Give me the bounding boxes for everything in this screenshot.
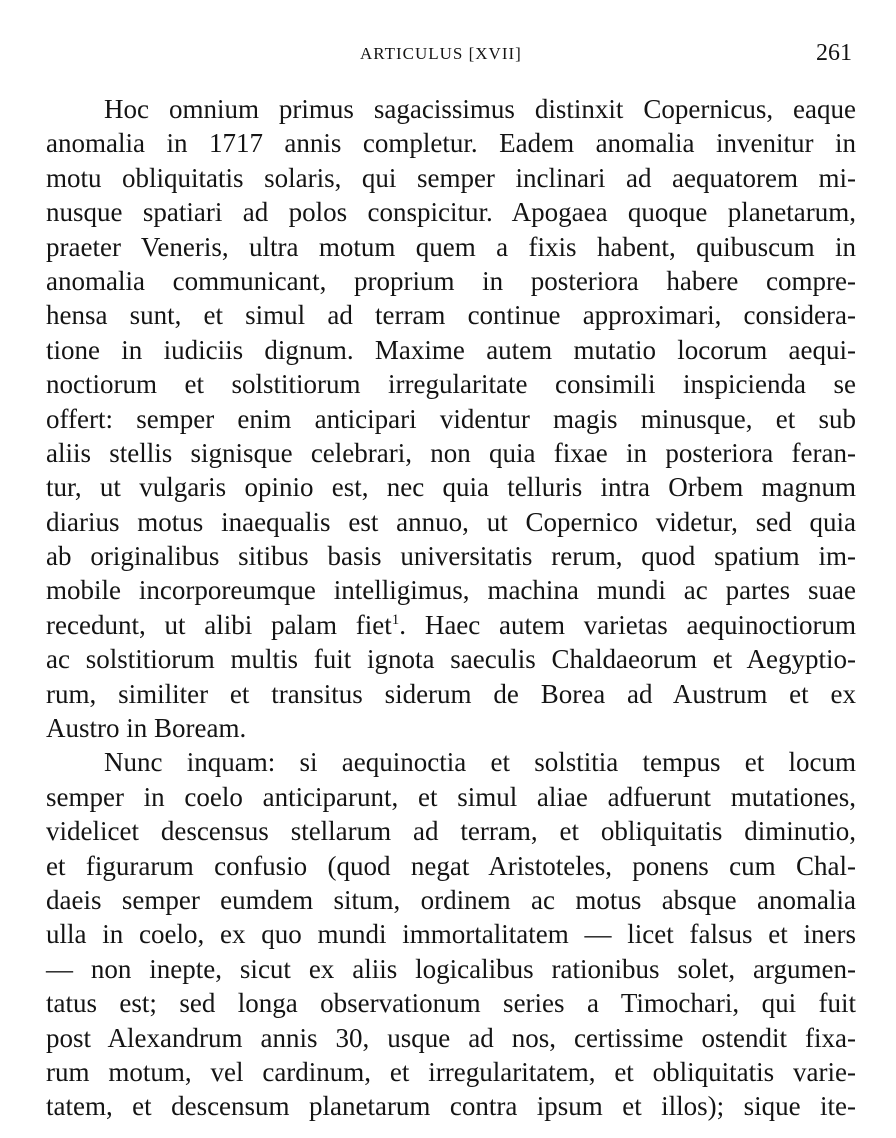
text-line: rum motum, vel cardinum, et irregularitatem, et obliquitatis varie- [46, 1056, 856, 1087]
footnote-marker: 1 [391, 611, 400, 628]
text-line: post Alexandrum annis 30, usque ad nos, certissime ostendit fixa- [46, 1022, 856, 1053]
body-text [46, 92, 856, 1124]
text-line: ab originalibus sitibus basis universitatis rerum, quod spatium im- [46, 541, 856, 572]
text-line: anomalia in 1717 annis completur. Eadem anomalia invenitur in [46, 128, 856, 159]
text-line: noctiorum et solstitiorum irregularitate consimili inspicienda se [46, 369, 856, 400]
text-line: hensa sunt, et simul ad terram continue approximari, considera- [46, 300, 856, 331]
text-line: offert: semper enim anticipari videntur magis minusque, et sub [46, 403, 856, 434]
text-line: ac solstitiorum multis fuit ignota saeculis Chaldaeorum et Aegyptio- [46, 644, 856, 675]
text-line: Hoc omnium primus sagacissimus distinxit Copernicus, eaque [104, 94, 856, 124]
running-title: ARTICULUS [XVII] [360, 44, 522, 63]
text-segment: recedunt, ut alibi palam fiet [46, 609, 392, 640]
text-line: videlicet descensus stellarum ad terram, et obliquitatis diminutio, [46, 816, 856, 847]
text-line: tatus est; sed longa observationum series a Timochari, qui fuit [46, 988, 856, 1019]
running-head [0, 40, 896, 76]
text-line: tur, ut vulgaris opinio est, nec quia telluris intra Orbem magnum [46, 472, 856, 503]
text-line: rum, similiter et transitus siderum de Borea ad Austrum et ex [46, 678, 856, 709]
page-number: 261 [816, 40, 852, 66]
text-line: tatem, et descensum planetarum contra ipsum et illos); sique ite- [46, 1091, 856, 1122]
text-line: mobile incorporeumque intelligimus, machina mundi ac partes suae [46, 575, 856, 606]
text-line: Nunc inquam: si aequinoctia et solstitia tempus et locum [104, 747, 856, 778]
text-line: Austro in Boream. [46, 713, 247, 744]
text-line: semper in coelo anticiparunt, et simul aliae adfuerunt mutationes, [46, 781, 856, 812]
text-line: tione in iudiciis dignum. Maxime autem mutatio locorum aequi- [46, 334, 856, 365]
text-line-with-footnote [46, 608, 856, 642]
text-line: nusque spatiari ad polos conspicitur. Apogaea quoque planetarum, [46, 197, 856, 228]
text-line: diarius motus inaequalis est annuo, ut Copernico videtur, sed quia [46, 506, 856, 537]
text-line: motu obliquitatis solaris, qui semper inclinari ad aequatorem mi- [46, 162, 856, 193]
text-line: daeis semper eumdem situm, ordinem ac motus absque anomalia [46, 884, 856, 915]
text-line: praeter Veneris, ultra motum quem a fixis habent, quibuscum in [46, 231, 856, 262]
text-line: — non inepte, sicut ex aliis logicalibus rationibus solet, argumen- [46, 953, 856, 984]
text-line: aliis stellis signisque celebrari, non quia fixae in posteriora feran- [46, 437, 856, 468]
text-segment: . Haec autem varietas aequinoctiorum [399, 609, 856, 640]
text-line: ulla in coelo, ex quo mundi immortalitatem — licet falsus et iners [46, 919, 856, 950]
text-line: anomalia communicant, proprium in posteriora habere compre- [46, 265, 856, 296]
text-line: et figurarum confusio (quod negat Aristoteles, ponens cum Chal- [46, 850, 856, 881]
